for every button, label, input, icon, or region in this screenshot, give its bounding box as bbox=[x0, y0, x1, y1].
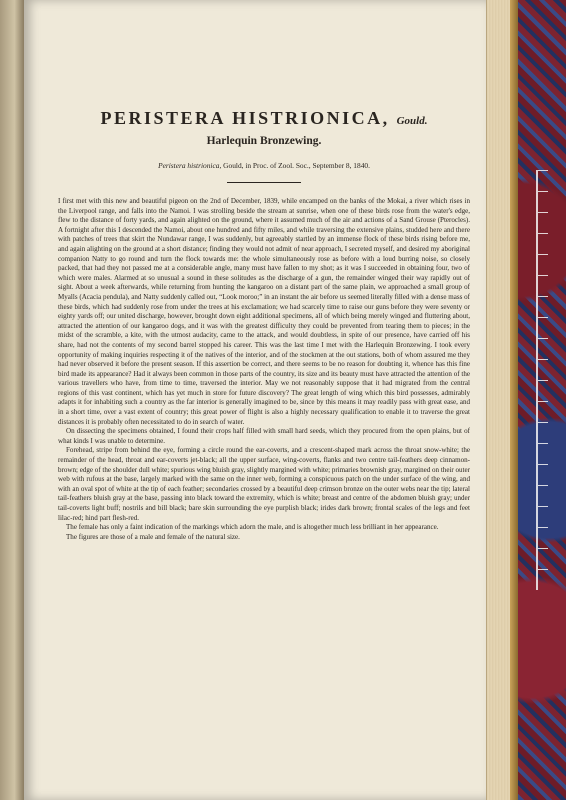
species-author: Gould. bbox=[396, 115, 428, 127]
citation bbox=[58, 161, 470, 170]
paragraph: Forehead, stripe from behind the eye, forming a circle round the ear-coverts, and a crescent-shaped mark across the throat snow-white; the remainder of the head, throat and ear-coverts jet-black; all the upper surface, wing-coverts, flanks and two centre tail-feathers deep cinnamon-brown; edge of the shoulder dull white; spurious wing bluish gray, slightly margined with white; primaries brownish gray, margined on their outer web with rufous at the base, largely marked with the same on the inner web, forming a conspicuous patch on the under surface of the wing, and with an oval spot of white at the tip of each feather; secondaries crossed by a beautiful deep crimson bronze on the outer webs near the tip; lateral tail-feathers bluish gray at the base, passing into black toward the extremity, which is white; breast and centre of the abdomen bluish gray; under tail-coverts light buff; nostrils and bill black; bare skin surrounding the eye purplish black; irides dark brown; frontal scales of the legs and feet lilac-red; hind part flesh-red. bbox=[58, 446, 470, 522]
body-text bbox=[58, 197, 470, 542]
facing-page-edge bbox=[0, 0, 24, 800]
common-name: Harlequin Bronzewing. bbox=[206, 135, 322, 147]
citation-name: Peristera histrionica, bbox=[158, 161, 222, 170]
measurement-scale bbox=[536, 170, 548, 590]
paragraph: I first met with this new and beautiful pigeon on the 2nd of December, 1839, while encamped on the banks of the Mokai, a river which rises in the Liverpool range, and falls into the Namoi. I was strolling beside the stream at sunrise, when one of these birds rose from the water's edge, flew to the distance of forty yards, and again alighted on the ground, where it assumed much of the air and actions of a Sand Grouse (Pterocles). A fortnight after this I descended the Namoi, about one hundred and fifty miles, and while traversing the extensive plains, studded here and there with patches of trees that skirt the Nundawar range, I was suddenly, but agreeably startled by an immense flock of these birds rising before me, and again alighting on the ground at a short distance; finding they would not admit of near approach, I secreted myself, and desired my aboriginal companion Natty to go round and turn the flock towards me: the whole simultaneously rose as before with a loud burring noise, so closely packed, that had they not passed me at a considerable angle, many must have fallen to my shot; as it was I succeeded in obtaining four, two of which were males. Alarmed at so unusual a sound in these solitudes as the discharge of a gun, the remainder winged their way rapidly out of sight. About a week afterwards, while returning from hunting the kangaroo on a distant part of the same plain, we approached a small group of Myalls (Acacia pendula), and Natty suddenly called out, “Look moroo;” in an instant the air before us seemed literally filled with a dense mass of these birds, which had suddenly rose from under the trees at his exclamation; we had scarcely time to raise our guns before they were seventy or eighty yards off; our united discharge, however, brought down eight additional specimens, all of which being merely winged and fluttering about, attracted the attention of our kangaroo dogs, and it was with the greatest difficulty they could be prevented from tearing them to pieces; in the midst of the scramble, a kite, with the utmost audacity, came to the attack, and would doubtless, in spite of our presence, have carried off his share, had not the contents of my second barrel stopped his career. This was the last time I met with the Harlequin Bronzewing. I took every opportunity of making inquiries respecting it of the natives of the interior, and of the stockmen at the out stations, both of whom assured me they had never observed it before the present season. If this assertion be correct, and there seems to be no reason for doubting it, whence has this fine bird made its appearance? Had it always been common in those parts of the country, its size and its beauty must have attracted the attention of the various travellers who have, from time to time, traversed the interior. May we not reasonably suppose that it had migrated from the central regions of this vast continent, which has yet much in store for future discovery? The great length of wing which this bird possesses, admirably adapts it for inhabiting such a country as the far interior is generally imagined to be, since by this means it may readily pass with great ease, and in a short time, over a vast extent of country; this great power of flight is also a highly necessary qualification to enable it to traverse the great distances it is probably often necessitated to do in search of water. bbox=[58, 197, 470, 426]
page-block-edges bbox=[486, 0, 511, 800]
species-name: PERISTERA HISTRIONICA, bbox=[100, 108, 390, 128]
paragraph: The figures are those of a male and female of the natural size. bbox=[66, 532, 240, 541]
page-content bbox=[58, 108, 470, 542]
paragraph: On dissecting the specimens obtained, I found their crops half filled with small hard seeds, which they procured from the open plains, but of what kinds I was unable to determine. bbox=[58, 427, 470, 445]
divider-rule bbox=[227, 182, 301, 183]
paragraph: The female has only a faint indication of the markings which adorn the male, and is altogether much less brilliant in her appearance. bbox=[66, 523, 439, 532]
citation-source: Gould, in Proc. of Zool. Soc., September 8, 1840. bbox=[223, 161, 370, 170]
page-title bbox=[58, 108, 470, 129]
cover-gilt-edge bbox=[510, 0, 518, 800]
